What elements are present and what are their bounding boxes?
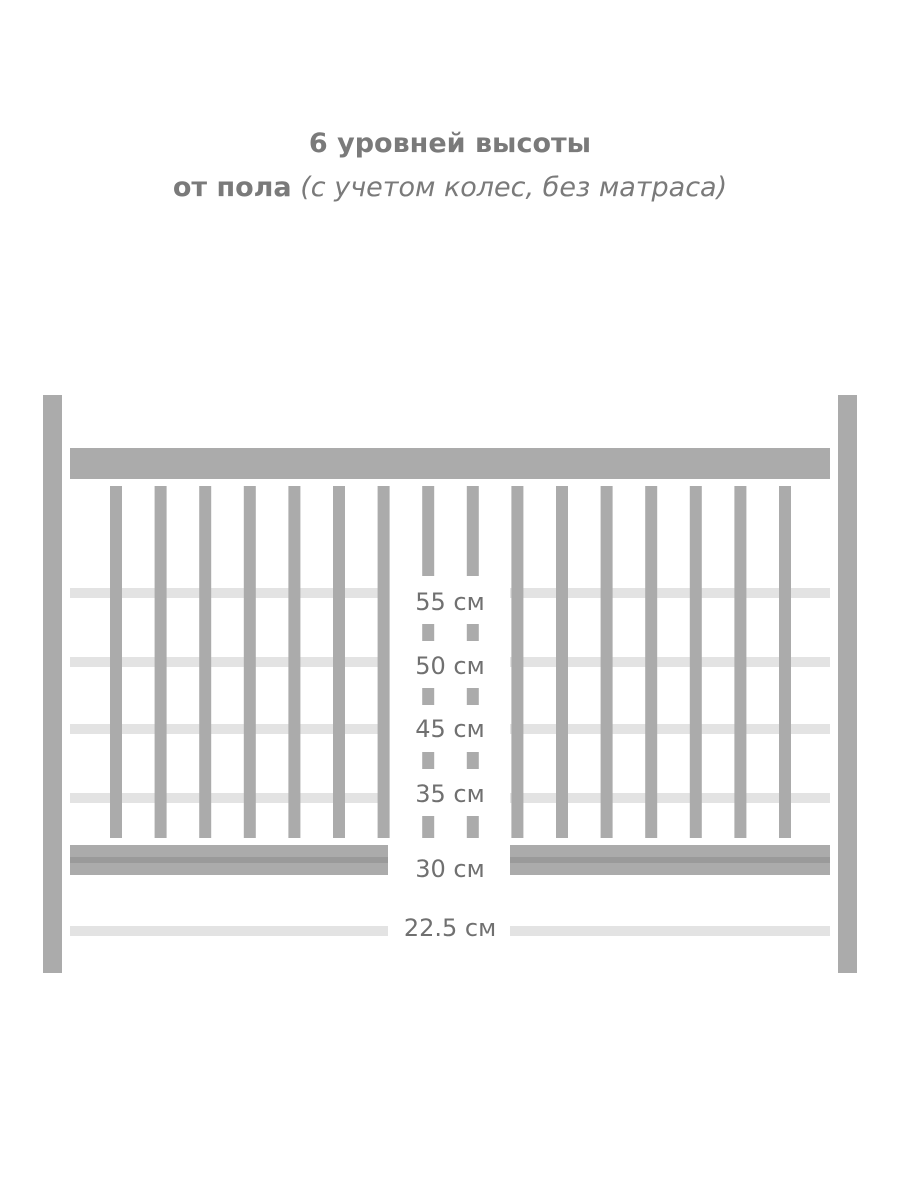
slat [779, 486, 791, 838]
slat [110, 486, 122, 838]
slat [244, 486, 256, 838]
slat [199, 486, 211, 838]
slat-segment [422, 688, 434, 705]
slat-segment [467, 816, 479, 838]
slat-segment [422, 752, 434, 769]
height-label: 55 см [415, 588, 485, 616]
slat [690, 486, 702, 838]
slat [734, 486, 746, 838]
top-rail [70, 448, 830, 479]
slat [601, 486, 613, 838]
slat-segment [467, 624, 479, 641]
slat [378, 486, 390, 838]
slat [511, 486, 523, 838]
slat-segment [422, 624, 434, 641]
slat-segment [422, 486, 434, 576]
right-post [838, 395, 857, 973]
title-line1-text: 6 уровней высоты [308, 128, 592, 159]
height-label: 50 см [415, 652, 485, 680]
slat-segment [467, 688, 479, 705]
slat [645, 486, 657, 838]
guide-line-right [510, 926, 830, 936]
slat-segment [422, 816, 434, 838]
slat [333, 486, 345, 838]
height-label: 22.5 см [403, 914, 497, 942]
guide-lines [70, 588, 830, 936]
height-label: 35 см [415, 780, 485, 808]
subtitle-bold-text: от пола [172, 172, 292, 203]
height-label: 30 см [415, 855, 485, 883]
height-label: 45 см [415, 715, 485, 743]
bottom-rail-right-shade [510, 857, 830, 863]
bottom-rail-left-shade [70, 857, 388, 863]
slat [155, 486, 167, 838]
slat [288, 486, 300, 838]
guide-line-left [70, 926, 388, 936]
slat [556, 486, 568, 838]
slat-segment [467, 486, 479, 576]
slat-segment [467, 752, 479, 769]
subtitle-italic-text: (с учетом колес, без матраса) [300, 172, 728, 203]
left-post [43, 395, 62, 973]
height-labels [404, 588, 496, 942]
